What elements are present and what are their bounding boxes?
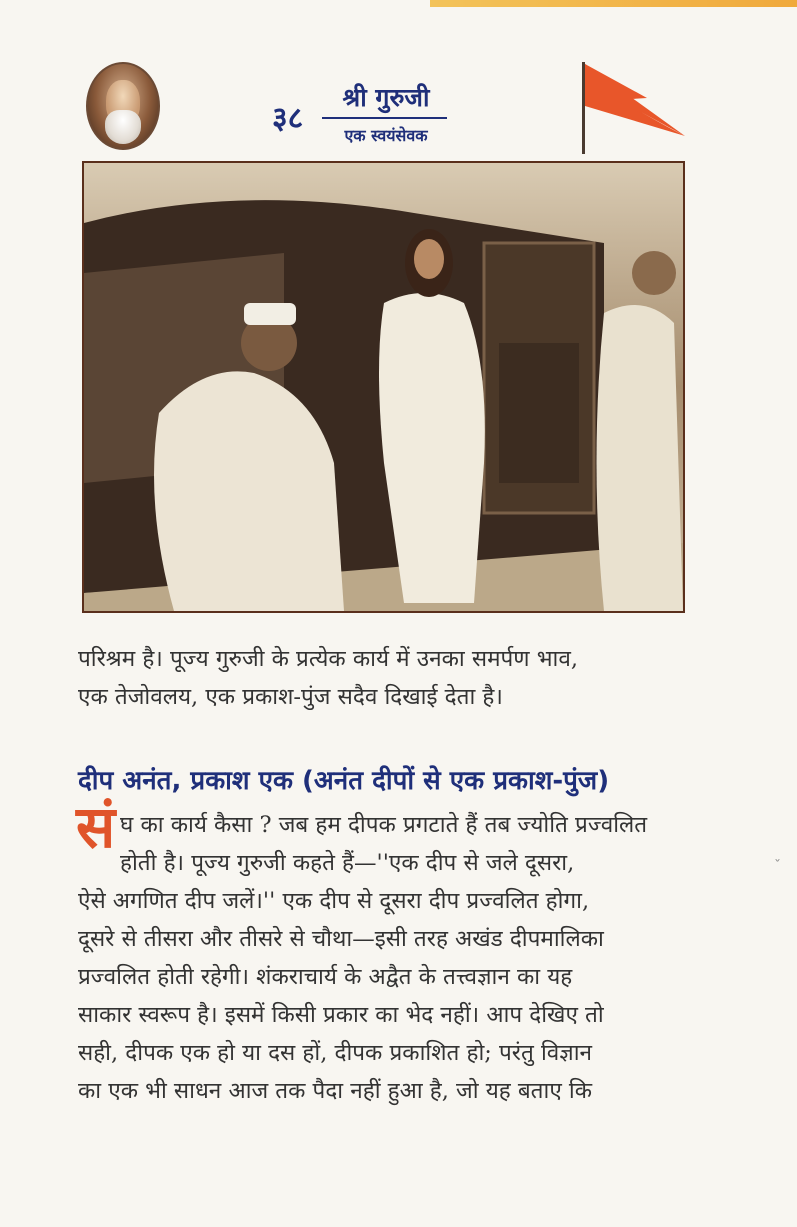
historical-photograph [82,161,685,613]
text-line: एक तेजोवलय, एक प्रकाश-पुंज सदैव दिखाई देता है। [78,684,503,710]
saffron-flag-icon [585,64,685,136]
paragraph-intro [78,640,688,716]
text-line: दूसरे से तीसरा और तीसरे से चौथा—इसी तरह अखंड दीपमालिका [78,926,604,952]
drop-cap: सं [76,793,116,861]
text-line: परिश्रम है। पूज्य गुरुजी के प्रत्येक कार्य में उनका समर्पण भाव, [78,646,579,672]
text-line: का एक भी साधन आज तक पैदा नहीं हुआ है, जो यह बताए कि [78,1078,593,1104]
page-title: श्री गुरुजी [342,83,430,112]
portrait-photo [86,62,160,150]
paragraph-body [78,844,688,1110]
portrait-beard [105,110,141,144]
text-line: ऐसे अगणित दीप जलें।'' एक दीप से दूसरा दीप प्रज्वलित होगा, [78,888,590,914]
margin-mark: ˇ [774,858,781,874]
paragraph-first-line: घ का कार्य कैसा ? जब हम दीपक प्रगटाते हैं तब ज्योति प्रज्वलित [120,812,648,838]
text-line: सही, दीपक एक हो या दस हों, दीपक प्रकाशित हो; परंतु विज्ञान [78,1040,593,1066]
section-heading: दीप अनंत, प्रकाश एक (अनंत दीपों से एक प्रकाश-पुंज) [78,766,610,796]
top-color-strip [430,0,797,7]
text-line: होती है। पूज्य गुरुजी कहते हैं—''एक दीप से जले दूसरा, [120,850,575,876]
page-subtitle: एक स्वयंसेवक [344,126,428,145]
text-line: साकार स्वरूप है। इसमें किसी प्रकार का भेद नहीं। आप देखिए तो [78,1002,604,1028]
text-line: प्रज्वलित होती रहेगी। शंकराचार्य के अद्वैत के तत्त्वज्ञान का यह [78,964,573,990]
page-number: ३८ [272,101,304,136]
title-divider [322,117,447,119]
